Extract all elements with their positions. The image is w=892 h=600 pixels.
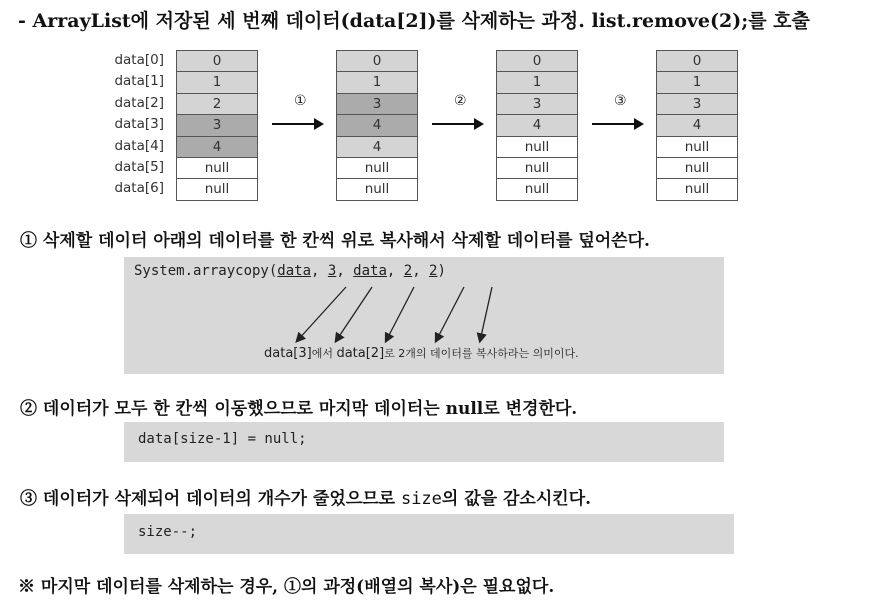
arrow-line (386, 287, 414, 341)
array-cell: 0 (656, 51, 738, 72)
array-cell: 3 (176, 115, 258, 136)
arg-src: data (277, 263, 312, 279)
arg-dest: data (353, 263, 387, 279)
arrow-right-icon (432, 123, 476, 125)
code-block-size: size--; (124, 514, 734, 554)
array-cell: null (176, 179, 258, 200)
code-prefix: System.arraycopy( (134, 263, 278, 279)
annot-src: data[3] (264, 346, 312, 361)
step3-pre: ③ 데이터가 삭제되어 데이터의 개수가 줄었으므로 (20, 489, 401, 509)
step3-text (20, 484, 591, 509)
annot-text: 2개의 데이터를 복사하라는 의미이다. (398, 347, 579, 360)
arraycopy-annotation (264, 345, 579, 361)
page-title: - ArrayList에 저장된 세 번째 데이터(data[2])를 삭제하는 과정. list.remove(2);를 호출 (18, 10, 810, 32)
sep: , (311, 263, 328, 279)
array-state (656, 50, 738, 201)
array-cell: 4 (336, 137, 418, 158)
array-cell: 4 (496, 115, 578, 136)
array-cell: 0 (336, 51, 418, 72)
step-mark: ① (294, 93, 307, 109)
array-cell: null (336, 179, 418, 200)
array-cell: null (496, 179, 578, 200)
array-state (336, 50, 418, 201)
array-cell: null (496, 158, 578, 179)
index-label: data[2] (114, 94, 164, 111)
array-cell: null (656, 158, 738, 179)
arrow-line (480, 287, 492, 341)
sep: , (412, 263, 430, 279)
array-cell: 1 (496, 72, 578, 93)
step-mark: ③ (614, 93, 627, 109)
index-label: data[1] (114, 73, 164, 90)
array-cell: 0 (176, 51, 258, 72)
annot-dest: data[2] (336, 346, 385, 361)
index-labels (94, 50, 164, 200)
array-cell: null (656, 179, 738, 200)
sep: , (386, 263, 404, 279)
array-cell: 3 (496, 94, 578, 115)
array-cell: 4 (656, 115, 738, 136)
step2-text: ② 데이터가 모두 한 칸씩 이동했으므로 마지막 데이터는 null로 변경한다. (20, 399, 578, 419)
annot-text: 에서 (311, 347, 337, 360)
array-cell: null (496, 137, 578, 158)
array-cell: 2 (176, 94, 258, 115)
array-cell: 3 (656, 94, 738, 115)
annot-text: 로 (384, 347, 399, 360)
code-block-null: data[size-1] = null; (124, 422, 724, 462)
arrow-right-icon (272, 123, 316, 125)
index-label: data[4] (114, 137, 164, 154)
array-cell: null (176, 158, 258, 179)
array-state (496, 50, 578, 201)
array-cell: 4 (176, 137, 258, 158)
array-cell: 4 (336, 115, 418, 136)
index-label: data[3] (114, 116, 164, 133)
index-label: data[5] (114, 158, 164, 175)
code-block-arraycopy (124, 257, 724, 374)
footnote: ※ 마지막 데이터를 삭제하는 경우, ①의 과정(배열의 복사)은 필요없다. (18, 577, 555, 597)
step-mark: ② (454, 93, 467, 109)
array-cell: null (336, 158, 418, 179)
array-cell: 0 (496, 51, 578, 72)
arrow-line (297, 287, 346, 341)
arg-destpos: 2 (403, 263, 413, 279)
array-cell: 1 (656, 72, 738, 93)
arrow-right-icon (592, 123, 636, 125)
array-cell: 1 (336, 72, 418, 93)
step3-post: 의 값을 감소시킨다. (441, 489, 592, 509)
array-state (176, 50, 258, 201)
index-label: data[0] (114, 52, 164, 68)
sep: , (336, 263, 354, 279)
arrow-line (336, 287, 372, 341)
arrow-line (436, 287, 464, 341)
code-suffix: ) (437, 263, 446, 279)
index-label: data[6] (114, 180, 164, 197)
step1-text: ① 삭제할 데이터 아래의 데이터를 한 칸씩 위로 복사해서 삭제할 데이터를 덮어쓴다. (20, 231, 650, 251)
arg-srcpos: 3 (327, 263, 337, 279)
array-cell: null (656, 137, 738, 158)
step3-mono: size (400, 489, 442, 509)
array-cell: 1 (176, 72, 258, 93)
arg-length: 2 (429, 263, 438, 279)
array-cell: 3 (336, 94, 418, 115)
